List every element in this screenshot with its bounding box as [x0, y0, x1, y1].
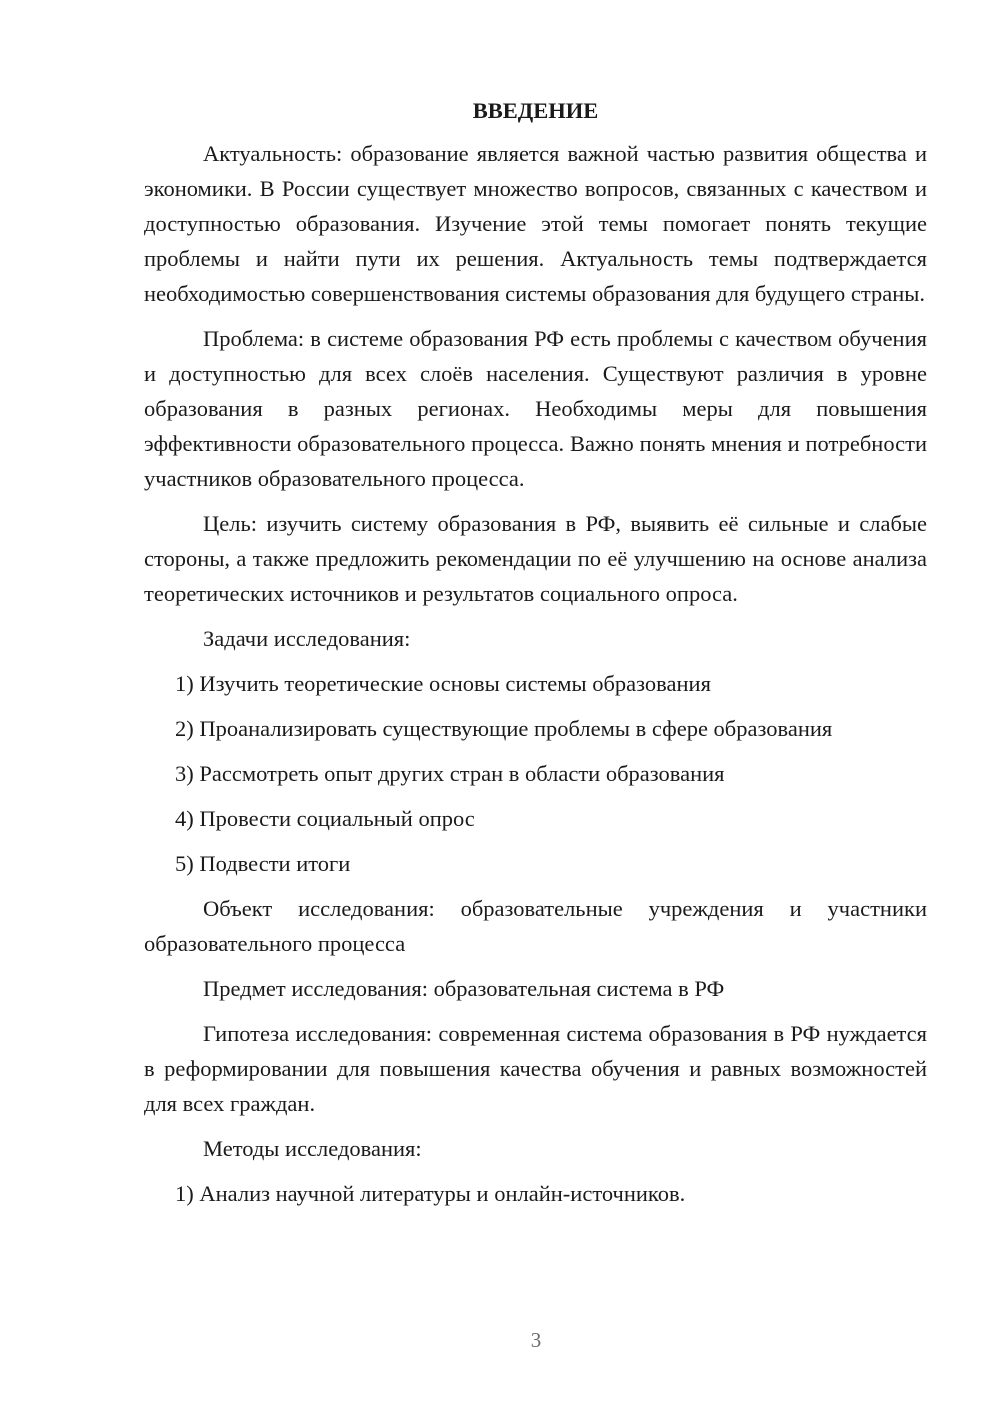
problem-paragraph: Проблема: в системе образования РФ есть проблемы с качеством обучения и доступностью для всех слоёв населения. Существуют различия в уровне образования в разных регионах. Необходимы меры для повышения эффективности образовательного процесса. Важно понять мнения и потребности участников образовательного процесса. — [144, 326, 927, 491]
object-paragraph: Объект исследования: образовательные учреждения и участники образовательного процесса — [144, 896, 927, 956]
task-item-4: 4) Провести социальный опрос — [175, 806, 475, 831]
tasks-list — [144, 666, 927, 881]
task-item-2: 2) Проанализировать существующие проблемы в сфере образования — [175, 716, 833, 741]
methods-list — [144, 1176, 927, 1211]
subject-paragraph: Предмет исследования: образовательная система в РФ — [203, 976, 725, 1001]
methods-heading: Методы исследования: — [203, 1136, 422, 1161]
page-number: 3 — [530, 1328, 542, 1352]
goal-paragraph: Цель: изучить систему образования в РФ, выявить её сильные и слабые стороны, а также предложить рекомендации по её улучшению на основе анализа теоретических источников и результатов социального опроса. — [144, 511, 927, 606]
task-item-1: 1) Изучить теоретические основы системы образования — [175, 671, 711, 696]
method-item-1: 1) Анализ научной литературы и онлайн-источников. — [175, 1181, 686, 1206]
hypothesis-paragraph: Гипотеза исследования: современная система образования в РФ нуждается в реформировании для повышения качества обучения и равных возможностей для всех граждан. — [144, 1021, 927, 1116]
tasks-heading: Задачи исследования: — [203, 626, 411, 651]
section-title: ВВЕДЕНИЕ — [472, 98, 599, 123]
relevance-paragraph: Актуальность: образование является важной частью развития общества и экономики. В России существует множество вопросов, связанных с качеством и доступностью образования. Изучение этой темы помогает понять текущие проблемы и найти пути их решения. Актуальность темы подтверждается необходимостью совершенствования системы образования для будущего страны. — [144, 141, 927, 306]
task-item-5: 5) Подвести итоги — [175, 851, 351, 876]
page-content — [144, 96, 927, 1221]
task-item-3: 3) Рассмотреть опыт других стран в области образования — [175, 761, 725, 786]
